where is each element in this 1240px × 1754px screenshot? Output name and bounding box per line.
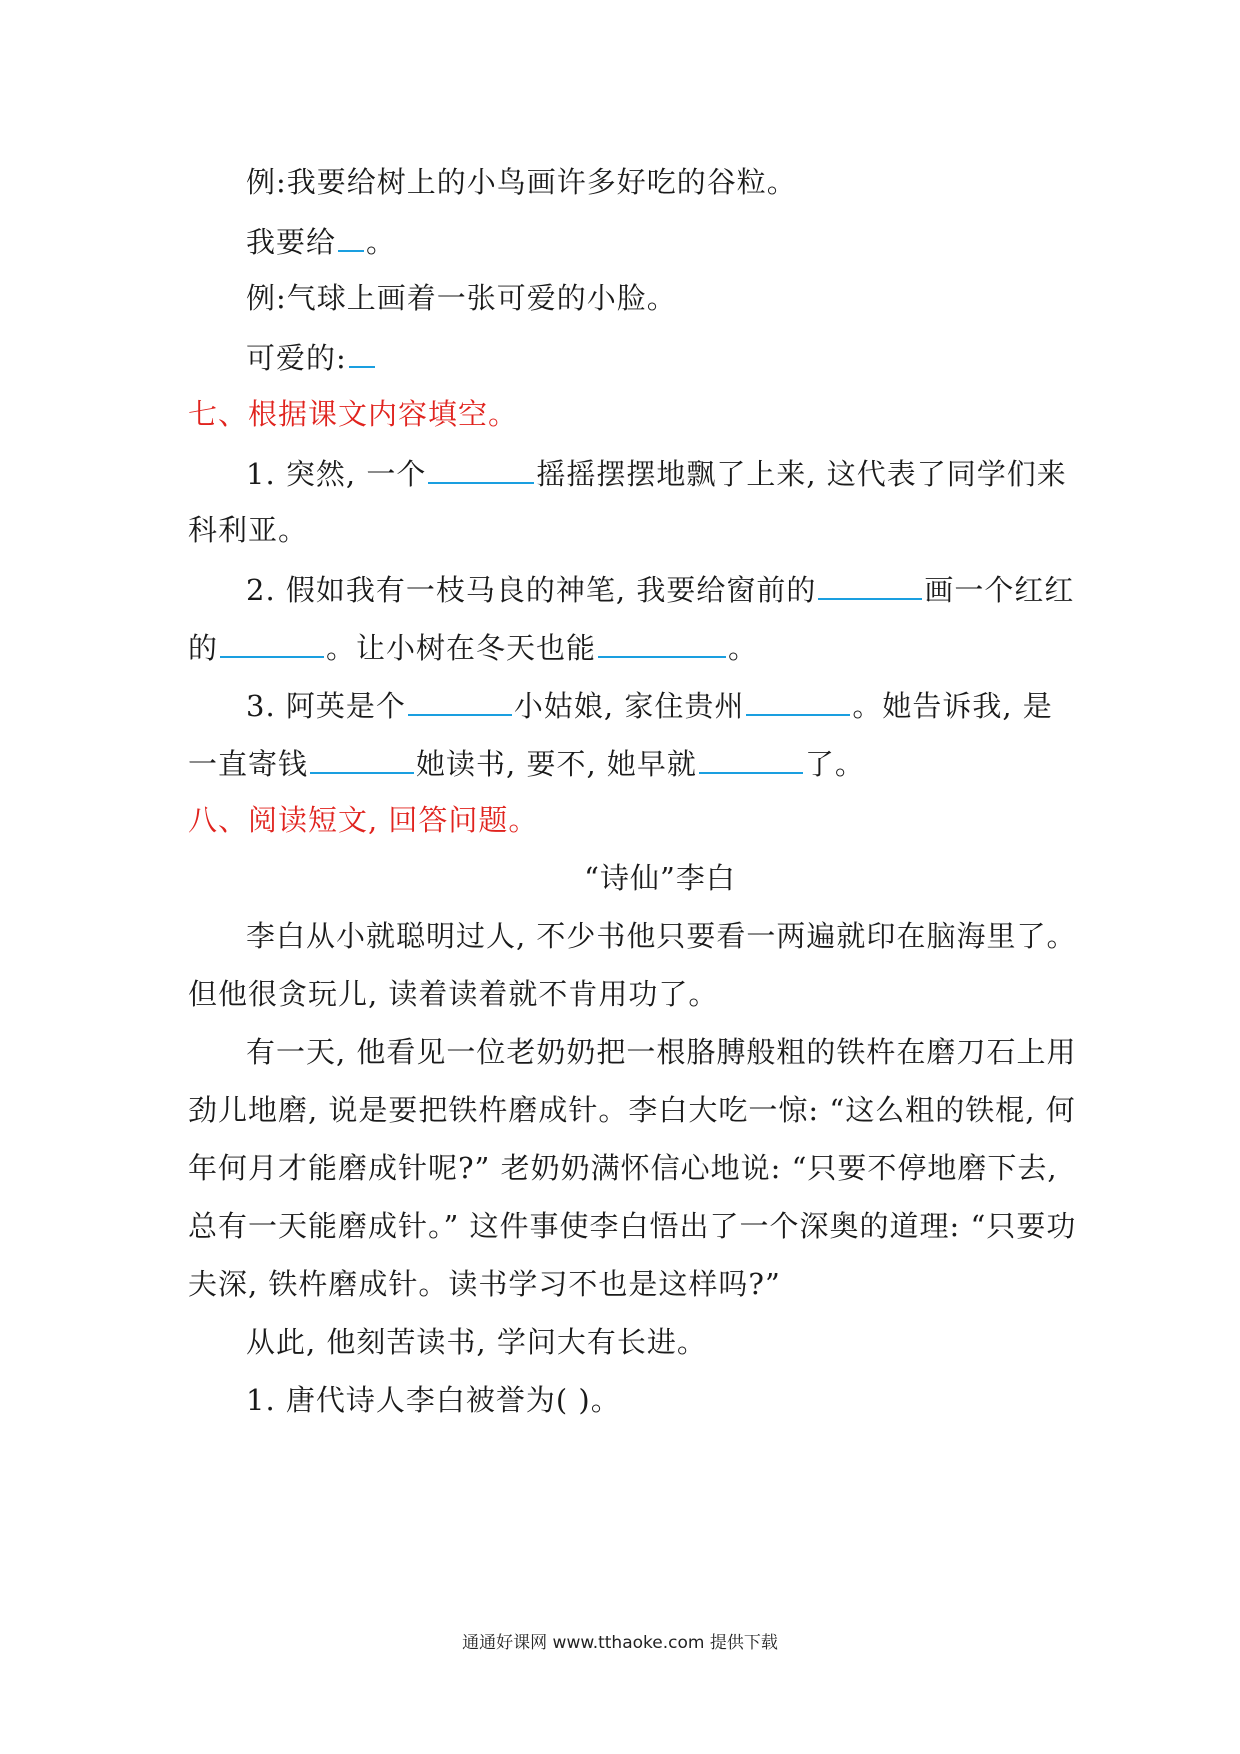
question-text: 了。 xyxy=(804,747,865,781)
question-7-1-line-2: 科利亚。 xyxy=(188,513,309,547)
answer-blank[interactable] xyxy=(746,684,850,716)
example-sentence-2: 例:气球上画着一张可爱的小脸。 xyxy=(246,281,677,315)
reading-question-1: 1. 唐代诗人李白被誉为( )。 xyxy=(246,1383,621,1417)
question-7-1-line-1 xyxy=(246,452,1067,494)
answer-blank[interactable] xyxy=(408,684,512,716)
question-text: 摇摇摆摆地飘了上来, 这代表了同学们来 xyxy=(536,457,1067,491)
question-7-3-line-2 xyxy=(188,742,1058,784)
question-text: 2. 假如我有一枝马良的神笔, 我要给窗前的 xyxy=(246,573,817,607)
question-text: 。 xyxy=(728,631,759,665)
question-text: 一直寄钱 xyxy=(188,747,309,781)
page-footer: 通通好课网 www.tthaoke.com 提供下载 xyxy=(462,1633,778,1653)
punctuation: 。 xyxy=(366,225,397,259)
section-7-heading: 七、根据课文内容填空。 xyxy=(188,397,519,431)
question-7-3-line-1 xyxy=(246,684,1058,726)
section-8-heading: 八、阅读短文, 回答问题。 xyxy=(188,803,539,837)
answer-blank[interactable] xyxy=(699,742,803,774)
answer-blank[interactable] xyxy=(310,742,414,774)
question-7-2-line-1 xyxy=(246,568,1075,610)
passage-paragraph-2-line-5: 夫深, 铁杵磨成针。读书学习不也是这样吗?” xyxy=(188,1267,781,1301)
answer-blank[interactable] xyxy=(598,626,726,658)
answer-blank[interactable] xyxy=(338,220,364,252)
question-text: 3. 阿英是个 xyxy=(246,689,406,723)
passage-paragraph-2-line-1: 有一天, 他看见一位老奶奶把一根胳膊般粗的铁杵在磨刀石上用 xyxy=(246,1035,1077,1069)
passage-paragraph-2-line-2: 劲儿地磨, 说是要把铁杵磨成针。李白大吃一惊: “这么粗的铁棍, 何 xyxy=(188,1093,1076,1127)
passage-paragraph-2-line-4: 总有一天能磨成针。” 这件事使李白悟出了一个深奥的道理: “只要功 xyxy=(188,1209,1077,1243)
passage-title: “诗仙”李白 xyxy=(584,861,736,895)
example-sentence-1: 例:我要给树上的小鸟画许多好吃的谷粒。 xyxy=(246,165,797,199)
question-text: 。让小树在冬天也能 xyxy=(326,631,597,665)
question-text: 的 xyxy=(188,631,219,665)
answer-blank[interactable] xyxy=(428,452,534,484)
passage-paragraph-2-line-3: 年何月才能磨成针呢?” 老奶奶满怀信心地说: “只要不停地磨下去, xyxy=(188,1151,1058,1185)
answer-blank[interactable] xyxy=(818,568,922,600)
passage-paragraph-1-line-1: 李白从小就聪明过人, 不少书他只要看一两遍就印在脑海里了。 xyxy=(246,919,1077,953)
answer-blank[interactable] xyxy=(349,336,375,368)
question-text: 她读书, 要不, 她早就 xyxy=(416,747,697,781)
exercise-line-2 xyxy=(246,336,1058,378)
exercise-prompt-2: 可爱的: xyxy=(246,341,347,375)
question-text: 画一个红红 xyxy=(924,573,1075,607)
passage-paragraph-3: 从此, 他刻苦读书, 学问大有长进。 xyxy=(246,1325,707,1359)
question-text: 小姑娘, 家住贵州 xyxy=(513,689,745,723)
exercise-prompt-1: 我要给 xyxy=(246,225,337,259)
question-text: 。她告诉我, 是 xyxy=(852,689,1053,723)
answer-blank[interactable] xyxy=(220,626,324,658)
passage-paragraph-1-line-2: 但他很贪玩儿, 读着读着就不肯用功了。 xyxy=(188,977,719,1011)
question-7-2-line-2 xyxy=(188,626,1058,668)
question-text: 1. 突然, 一个 xyxy=(246,457,427,491)
exercise-line-1 xyxy=(246,220,1058,262)
